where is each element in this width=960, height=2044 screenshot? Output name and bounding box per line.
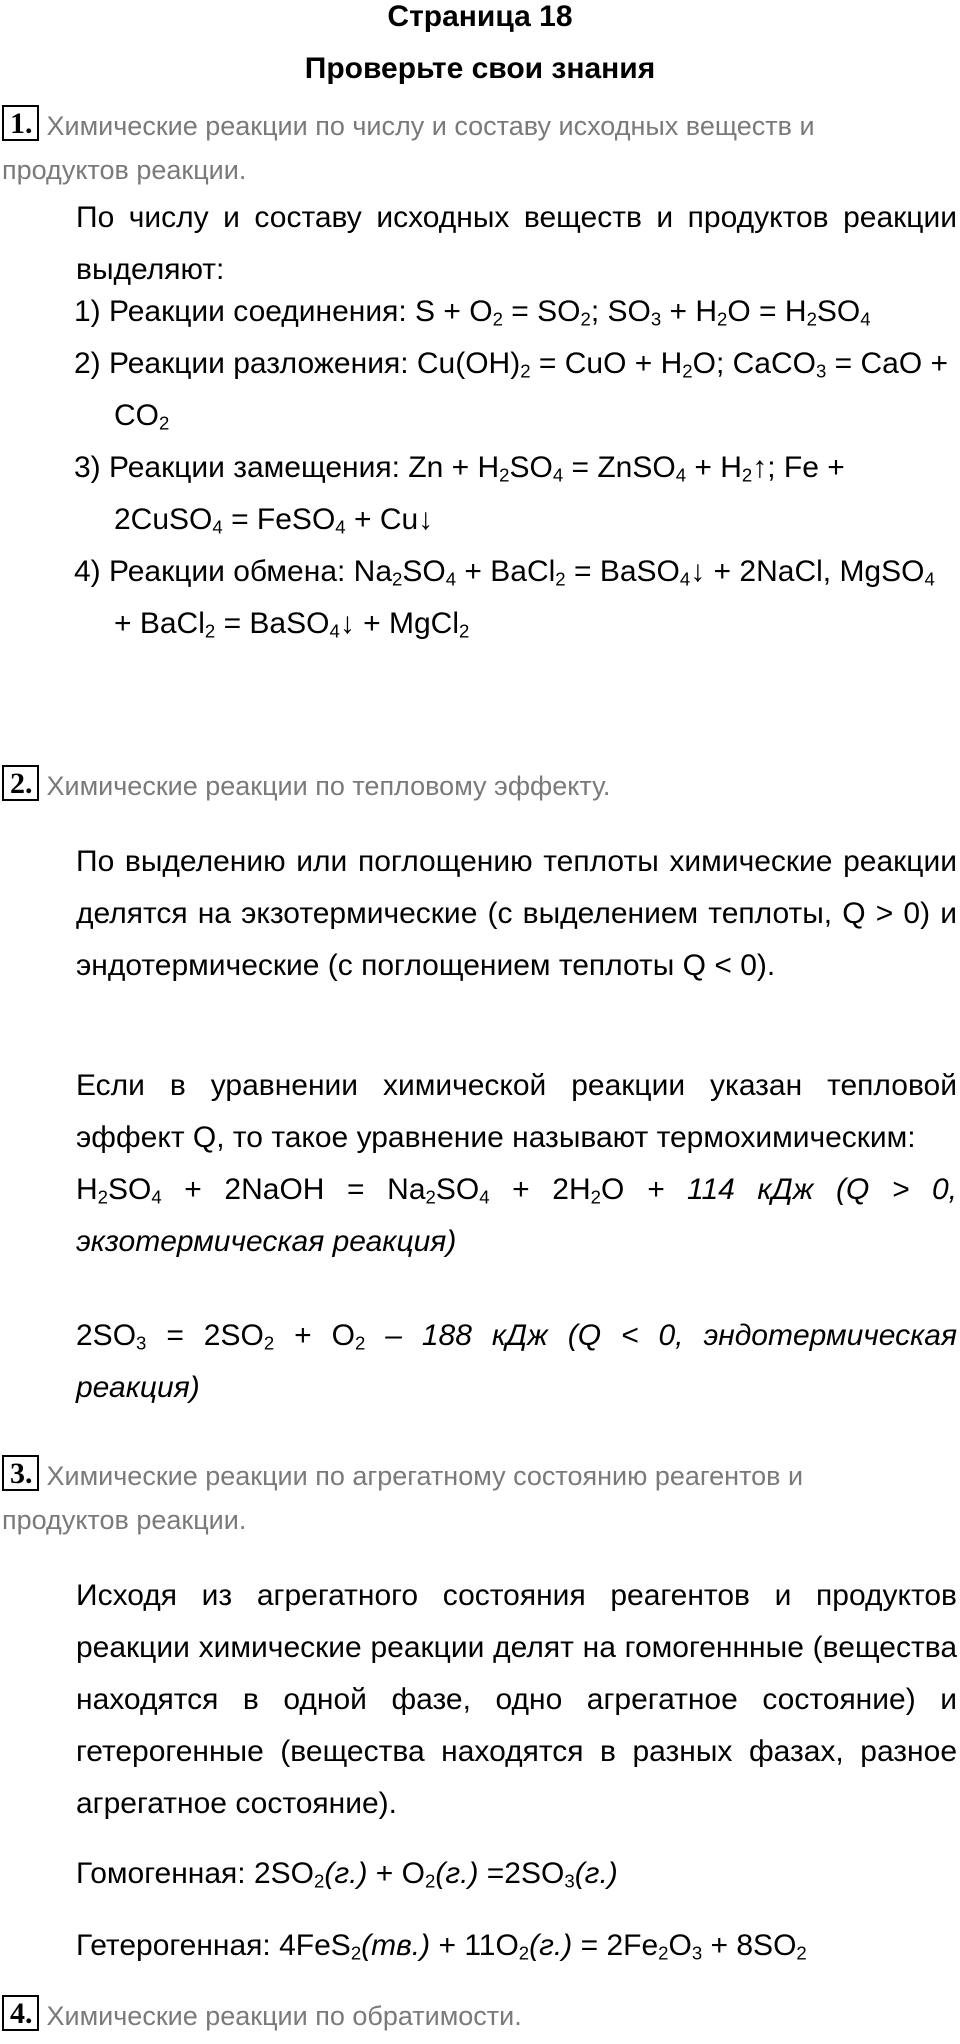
section2-paragraph-1: По выделению или поглощению теплоты химические реакции делятся на экзотермические (с выделением теплоты, Q > 0) и эндотермические (с поглощением теплоты Q < 0).	[76, 845, 957, 982]
list-item: 1) Реакции соединения: $S + O_2 = SO_2$; $SO_3 + H_2O = H_2SO_4$	[74, 295, 871, 330]
task-1	[2, 104, 952, 192]
task-text-cont: продуктов реакции.	[2, 155, 247, 185]
task-text-cont: продуктов реакции.	[2, 1505, 247, 1535]
section-subtitle: Проверьте свои знания	[304, 52, 656, 85]
thermo-equation-1: $H_2SO_4$ + 2NaOH = $Na_2SO_4 + 2H_2O + 114$ кДж (Q > 0, экзотермическая реакция)	[76, 1173, 958, 1258]
task-number: 2.	[2, 765, 39, 801]
task-text: Химические реакции по тепловому эффекту.	[46, 771, 611, 801]
task-number: 3.	[2, 1455, 39, 1491]
list-item: 4) Реакции обмена: $Na_2SO_4$ + BaCl$_2$ = BaSO$_4$↓ + 2NaCl, MgSO$_4$ + BaCl$_2$ = BaSO$_4$↓ + MgCl$_2$	[74, 555, 935, 642]
heterogeneous-example: Гетерогенная: $4FeS_2(тв.) + 11O_2(г.) = 2Fe_2O_3 + 8SO_2$	[76, 1929, 807, 1964]
task-text: Химические реакции по агрегатному состоянию реагентов и	[46, 1461, 804, 1491]
reaction-type-list	[74, 286, 954, 650]
page-number-title: Страница 18	[387, 0, 573, 33]
task-4	[2, 1994, 952, 2038]
section2-paragraph-2: Если в уравнении химической реакции указан тепловой эффект Q, то такое уравнение называют термохимическим:	[76, 1069, 957, 1154]
task-number: 4.	[2, 1995, 39, 2031]
list-item: 2) Реакции разложения: $Cu(OH)_2$ = CuO + $H_2O$; CaCO$_3$ = CaO + $CO_2$	[74, 347, 949, 434]
thermo-equation-2: $2SO_3 = 2SO_2 + O_2 - 188$ кДж (Q < 0, эндотермическая реакция)	[76, 1319, 958, 1404]
section3-paragraph: Исходя из агрегатного состояния реагентов и продуктов реакции химические реакции делят на гомогеннные (вещества находятся в одной фазе, одно агрегатное состояние) и гетерогенные (вещества находятся в разных фазах, разное агрегатное состояние).	[76, 1579, 957, 1820]
task-text: Химические реакции по обратимости.	[46, 2001, 522, 2031]
list-item: 3) Реакции замещения: $Zn + H_2SO_4$ = ZnSO$_4$ + $H_2↑$; Fe + 2CuSO$_4$ = FeSO$_4$ + Cu↓	[74, 451, 845, 538]
task-number: 1.	[2, 105, 39, 141]
homogeneous-example: Гомогенная: $2SO_2(г.) + O_2(г.) =2SO_3(г.)$	[76, 1857, 618, 1892]
task-2	[2, 764, 952, 808]
section1-intro: По числу и составу исходных веществ и продуктов реакции выделяют:	[76, 201, 957, 286]
task-3	[2, 1454, 952, 1542]
task-text: Химические реакции по числу и составу исходных веществ и	[46, 111, 815, 141]
